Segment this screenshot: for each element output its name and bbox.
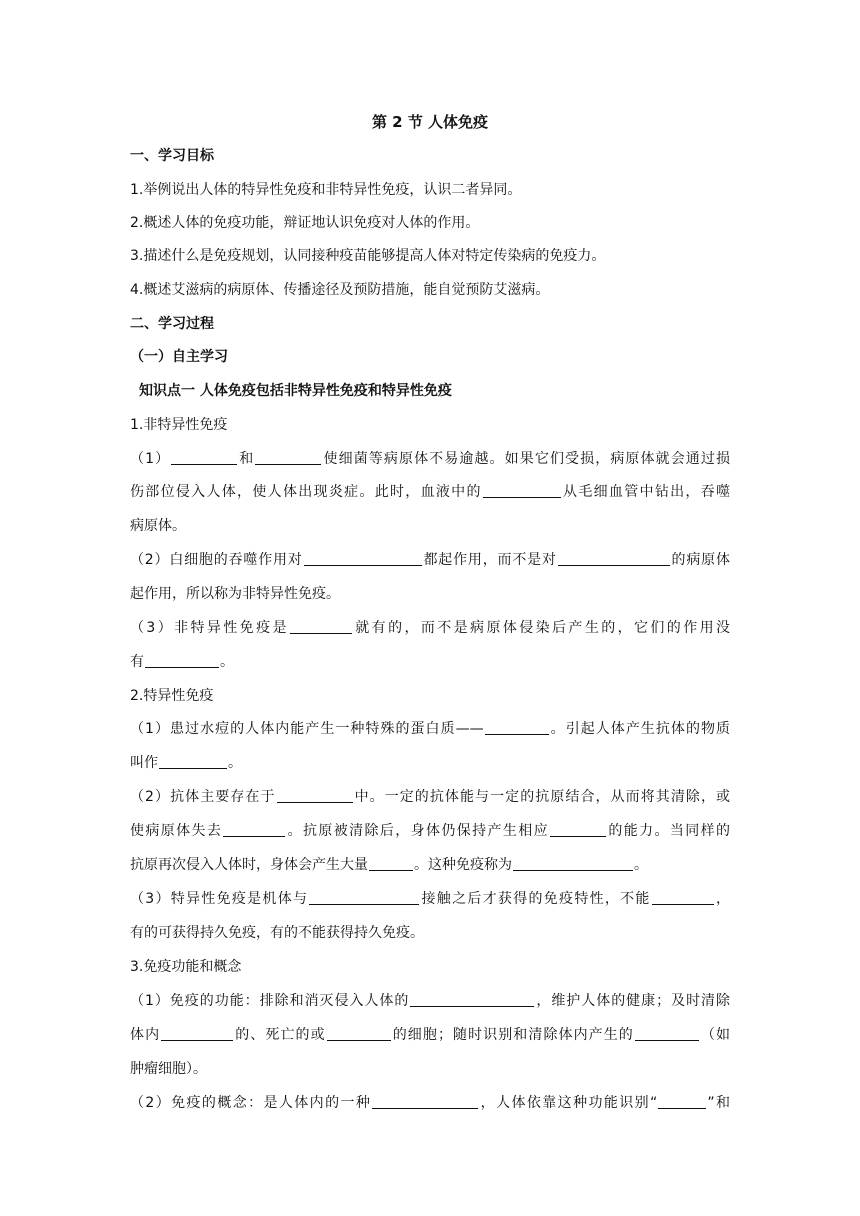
goal-4: 4.概述艾滋病的病原体、传播途径及预防措施，能自觉预防艾滋病。 xyxy=(130,282,550,298)
paragraph-line: （2）白细胞的吞噬作用对 都起作用，而不是对 的病原体 xyxy=(130,552,730,568)
goal-2: 2.概述人体的免疫功能，辩证地认识免疫对人体的作用。 xyxy=(130,215,480,231)
blank-field[interactable] xyxy=(550,822,606,837)
paragraph-line: 使病原体失去 。抗原被清除后，身体仍保持产生相应 的能力。当同样的 xyxy=(130,823,730,839)
blank-field[interactable] xyxy=(369,856,413,871)
paragraph-line: 有的可获得持久免疫，有的不能获得持久免疫。 xyxy=(130,925,424,941)
section-heading-process: 二、学习过程 xyxy=(130,316,214,332)
blank-field[interactable] xyxy=(159,754,227,769)
section-heading-goals: 一、学习目标 xyxy=(130,148,214,164)
paragraph-line: 有 。 xyxy=(130,654,234,670)
paragraph-line: （3）非特异性免疫是 就有的，而不是病原体侵染后产生的，它们的作用没 xyxy=(130,620,730,636)
paragraph-line: （1）免疫的功能：排除和消灭侵入人体的 ，维护人体的健康；及时清除 xyxy=(130,993,731,1009)
blank-field[interactable] xyxy=(483,483,561,498)
paragraph-line: （1）患过水痘的人体内能产生一种特殊的蛋白质—— 。引起人体产生抗体的物质 xyxy=(130,721,731,737)
blank-field[interactable] xyxy=(223,822,285,837)
paragraph-line: （1） 和 使细菌等病原体不易逾越。如果它们受损，病原体就会通过损 xyxy=(130,451,731,467)
paragraph-line: 起作用，所以称为非特异性免疫。 xyxy=(130,586,340,602)
blank-field[interactable] xyxy=(145,653,219,668)
blank-field[interactable] xyxy=(410,992,534,1007)
blank-field[interactable] xyxy=(309,890,419,905)
paragraph-line: （2）抗体主要存在于 中。一定的抗体能与一定的抗原结合，从而将其清除，或 xyxy=(130,789,730,805)
page-title: 第 2 节 人体免疫 xyxy=(371,113,489,131)
blank-field[interactable] xyxy=(658,1094,706,1109)
blank-field[interactable] xyxy=(304,551,422,566)
topic-heading-nonspecific: 1.非特异性免疫 xyxy=(130,417,228,433)
knowledge-point-heading: 知识点一 人体免疫包括非特异性免疫和特异性免疫 xyxy=(139,383,452,399)
blank-field[interactable] xyxy=(277,788,353,803)
paragraph-line: （3）特异性免疫是机体与 接触之后才获得的免疫特性，不能 ， xyxy=(130,891,730,907)
blank-field[interactable] xyxy=(652,890,714,905)
blank-field[interactable] xyxy=(372,1094,478,1109)
blank-field[interactable] xyxy=(485,720,549,735)
blank-field[interactable] xyxy=(255,450,321,465)
paragraph-line: 病原体。 xyxy=(130,518,186,534)
goal-1: 1.举例说出人体的特异性免疫和非特异性免疫，认识二者异同。 xyxy=(130,182,522,198)
paragraph-line: 伤部位侵入人体，使人体出现炎症。此时，血液中的 从毛细血管中钻出，吞噬 xyxy=(130,484,731,500)
topic-heading-specific: 2.特异性免疫 xyxy=(130,688,214,704)
blank-field[interactable] xyxy=(327,1026,391,1041)
blank-field[interactable] xyxy=(171,450,237,465)
paragraph-line: 肿瘤细胞）。 xyxy=(130,1061,207,1077)
paragraph-line: 体内 的、死亡的或 的细胞；随时识别和清除体内产生的 （如 xyxy=(130,1027,731,1043)
subsection-heading: （一）自主学习 xyxy=(130,349,228,365)
paragraph-line: （2）免疫的概念：是人体内的一种 ，人体依靠这种功能识别“ ”和 xyxy=(130,1095,730,1111)
blank-field[interactable] xyxy=(558,551,670,566)
paragraph-line: 抗原再次侵入人体时，身体会产生大量 。这种免疫称为 。 xyxy=(130,857,648,873)
paragraph-line: 叫作 。 xyxy=(130,755,242,771)
topic-heading-immune-function: 3.免疫功能和概念 xyxy=(130,959,242,975)
blank-field[interactable] xyxy=(635,1026,699,1041)
blank-field[interactable] xyxy=(513,856,633,871)
blank-field[interactable] xyxy=(290,619,352,634)
blank-field[interactable] xyxy=(161,1026,233,1041)
goal-3: 3.描述什么是免疫规划，认同接种疫苗能够提高人体对特定传染病的免疫力。 xyxy=(130,248,606,264)
